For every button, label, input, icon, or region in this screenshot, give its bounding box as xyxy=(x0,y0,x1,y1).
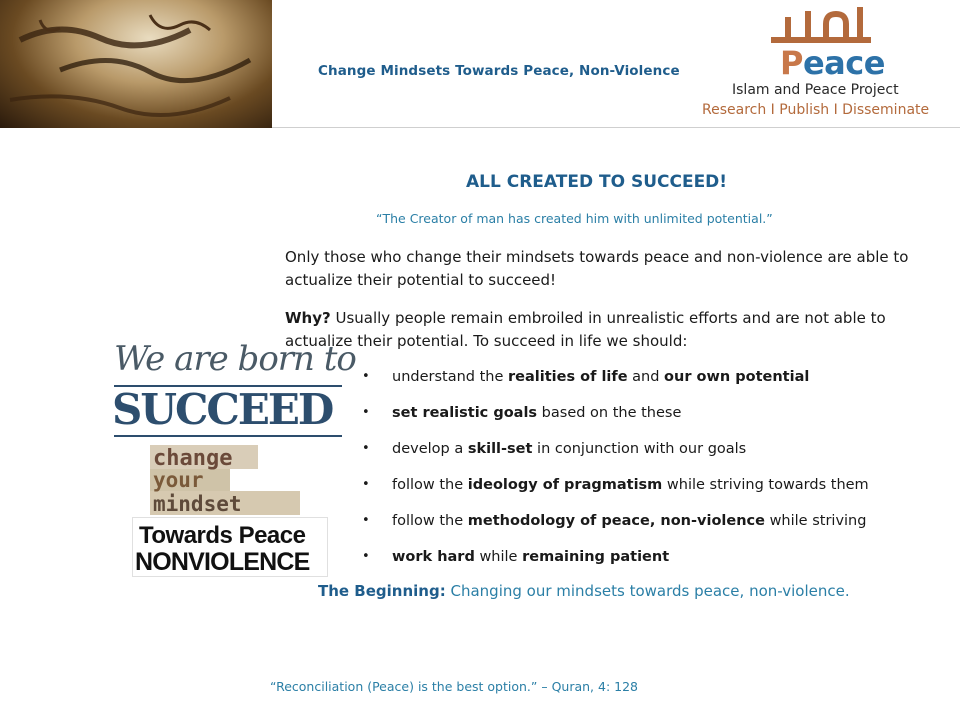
poster-born-to: We are born to xyxy=(114,339,356,379)
list-item: • follow the ideology of pragmatism while striving towards them xyxy=(362,474,869,510)
poster-succeed: SUCCEED xyxy=(112,385,333,434)
logo-wordmark: Peace xyxy=(780,44,885,82)
poster-word-your: your xyxy=(153,468,204,492)
poster-nonviolence: NONVIOLENCE xyxy=(135,548,310,576)
list-item: • set realistic goals based on the these xyxy=(362,402,869,438)
why-paragraph: Why? Usually people remain embroiled in unrealistic efforts and are not able to actualize their potential. To succeed in life we should: xyxy=(285,309,886,350)
arabic-salam-logo-mark xyxy=(768,6,878,46)
header-tagline: Change Mindsets Towards Peace, Non-Violence xyxy=(318,63,680,79)
list-item: • develop a skill-set in conjunction with our goals xyxy=(362,438,869,474)
list-item: • work hard while remaining patient xyxy=(362,546,869,582)
logo-motto: Research I Publish I Disseminate xyxy=(702,102,930,118)
poster-word-change: change xyxy=(153,446,233,471)
list-item: • understand the realities of life and our own potential xyxy=(362,366,869,402)
creator-quote: “The Creator of man has created him with unlimited potential.” xyxy=(376,211,773,226)
beginning-statement: The Beginning: Changing our mindsets towards peace, non-violence. xyxy=(318,582,850,600)
poster-word-mindset: mindset xyxy=(153,492,242,516)
footer-quran-quote: “Reconciliation (Peace) is the best option.” – Quran, 4: 128 xyxy=(270,679,639,694)
intro-paragraph: Only those who change their mindsets towards peace and non-violence are able to actualize their potential to succeed! xyxy=(285,248,909,289)
peace-project-logo xyxy=(698,6,956,124)
success-steps-list xyxy=(362,366,869,582)
logo-subtitle: Islam and Peace Project xyxy=(732,82,899,98)
page-title: ALL CREATED TO SUCCEED! xyxy=(466,172,728,192)
header-calligraphy-photo xyxy=(0,0,272,128)
change-your-mindset-letterpress xyxy=(150,445,300,517)
header-divider xyxy=(272,127,960,128)
poster-rule-bottom xyxy=(114,435,342,437)
born-to-succeed-poster xyxy=(110,335,356,580)
poster-towards-peace: Towards Peace xyxy=(139,522,306,549)
list-item: • follow the methodology of peace, non-violence while striving xyxy=(362,510,869,546)
poster-peace-box xyxy=(132,517,328,577)
